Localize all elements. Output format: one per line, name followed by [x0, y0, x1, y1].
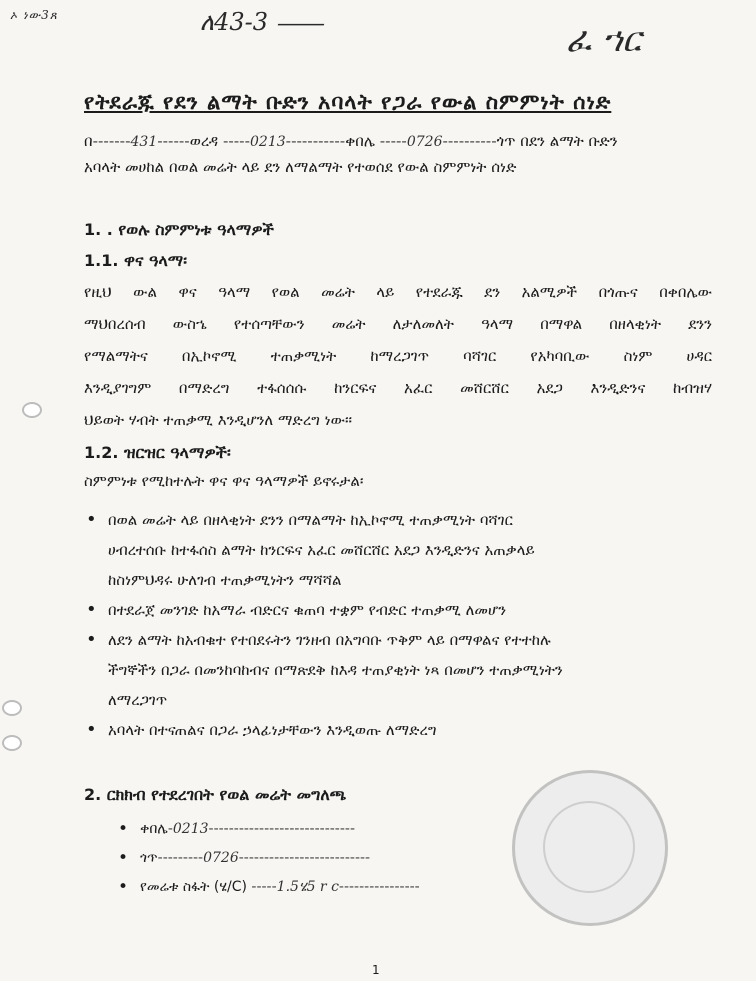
- punch-hole: [22, 402, 42, 418]
- field-label: የመሬቱ ስፋት (ሄ/C): [140, 879, 247, 895]
- intro-line-2: አባላት መሀከል በወል መሬት ላይ ደን ለማልማት የተወሰደ የውል ስምምነት ሰነድ: [84, 158, 517, 176]
- field-value: 0726: [203, 850, 239, 866]
- list-item-line: ሀብረተሰቡ ከተፋሰስ ልማት ከንርፍና አፈር መሸርሸር አደጋ እንዲድንና አጠቃላይ: [108, 541, 535, 559]
- list-item-line: ለማረጋገጥ: [108, 691, 168, 709]
- list-item: [84, 595, 724, 625]
- field-value: 0213: [172, 821, 209, 837]
- paragraph-line: ህይወት ሃብት ተጠቃሚ እንዲሆንለ ማድረግ ነው፡፡: [84, 411, 353, 429]
- field-label: ቀበሌ: [140, 821, 168, 837]
- document-title: የትደራጁ የደን ልማት ቡድን አባላት የጋራ የውል ስምምነት ሰነድ: [84, 90, 612, 114]
- section-1-1-paragraph: [84, 276, 712, 436]
- paragraph-line: የማልማትና በኢኮኖሚ ተጠቃሚነት ከማረጋገጥ ባሻገር የአካባቢው ስነም ሀዳር: [84, 347, 712, 365]
- land-got-item: • ጎጥ---------0726--------------------------: [118, 844, 420, 873]
- woreda-label: ወረዳ: [189, 132, 219, 150]
- list-item: [84, 715, 724, 745]
- kebele-label: ቀበሌ: [345, 132, 375, 150]
- section-1-1-heading: 1.1. ዋና ዓላማ፡: [84, 251, 187, 270]
- list-item: [84, 625, 724, 715]
- land-description-list: [118, 815, 420, 902]
- handwritten-note-top-right: ፈ ኀር: [566, 20, 642, 60]
- list-item-line: • አባላት በተናጠልና በጋራ ኃላፊነታቸውን እንዲወጡ ለማድረግ: [108, 721, 437, 739]
- section-1-2-heading: 1.2. ዝርዝር ዓላማዎች፡: [84, 443, 231, 462]
- punch-hole: [2, 735, 22, 751]
- intro-line-1: በ-------431------ወረዳ -----0213-----------ቀበሌ -----0726----------ጎጥ በደን ልማት ቡድን: [84, 132, 618, 150]
- paragraph-line: ማህበረሰብ ውስኄ የተሰጣቸውን መሬት ለታለመለት ዓላማ በማዋል በዘላቂነት ደንን: [84, 315, 712, 333]
- section-1-2-intro: ስምምነቱ የሚከተሉት ዋና ዋና ዓላማዎች ይኖሩታል፡: [84, 472, 364, 490]
- list-item-line: • በተደራጀ መንገድ ከአማራ ብድርና ቁጠባ ተቋም የብድር ተጠቃሚ ለመሆን: [108, 601, 507, 619]
- handwritten-note-top-left: ኦ ነው3ጸ: [10, 8, 58, 22]
- list-item-line: ከስነምህዳሩ ሁለገብ ተጠቃሚነትን ማሻሻል: [108, 571, 342, 589]
- paragraph-line: የዚህ ውል ዋና ዓላማ የወል መሬት ላይ የተደራጁ ደን አልሚዎች በጎጡና በቀበሌው: [84, 283, 712, 301]
- woreda-value: 431: [130, 134, 158, 150]
- handwritten-note-top-middle: ለ43-3 ⸺: [200, 8, 324, 36]
- official-stamp: [512, 770, 668, 926]
- intro-line-1-suffix: ጎጥ በደን ልማት ቡድን: [496, 132, 618, 150]
- field-value: 1.5ሄ5 r c: [276, 879, 339, 895]
- list-item: [84, 505, 724, 595]
- punch-hole: [2, 700, 22, 716]
- objectives-list: [84, 505, 724, 745]
- list-item-line: • ለደን ልማት ከአብቁተ የተበደሩትን ገንዘብ በአግባቡ ጥቅም ላይ በማዋልና የተተከሉ: [108, 631, 551, 649]
- page-number: 1: [372, 963, 380, 977]
- land-area-item: • የመሬቱ ስፋት (ሄ/C) -----1.5ሄ5 r c----------------: [118, 873, 420, 902]
- land-kebele-item: • ቀበሌ-0213-----------------------------: [118, 815, 420, 844]
- got-value: 0726: [406, 134, 443, 150]
- section-1-heading: 1. . የወሉ ስምምነቱ ዓላማዎች: [84, 220, 274, 239]
- intro-prefix: በ: [84, 132, 93, 150]
- field-label: ጎጥ: [140, 850, 158, 866]
- section-2-heading: 2. ርክክብ የተደረገበት የወል መሬት መግለጫ: [84, 785, 347, 804]
- list-item-line: ችግኞችን በጋራ በመንከባከብና በማጽደቅ ከእዳ ተጠያቂነት ነጻ በመሆን ተጠቃሚነትን: [108, 661, 563, 679]
- list-item-line: • በወል መሬት ላይ በዘላቂነት ደንን በማልማት ከኢኮኖሚ ተጠቃሚነት ባሻገር: [108, 511, 513, 529]
- kebele-value: 0213: [250, 134, 286, 150]
- paragraph-line: እንዲያገግም በማድረግ ተፋሰሰሱ ከንርፍና አፈር መሸርሸር አደጋ እንዲድንና ከብዝሃ: [84, 379, 712, 397]
